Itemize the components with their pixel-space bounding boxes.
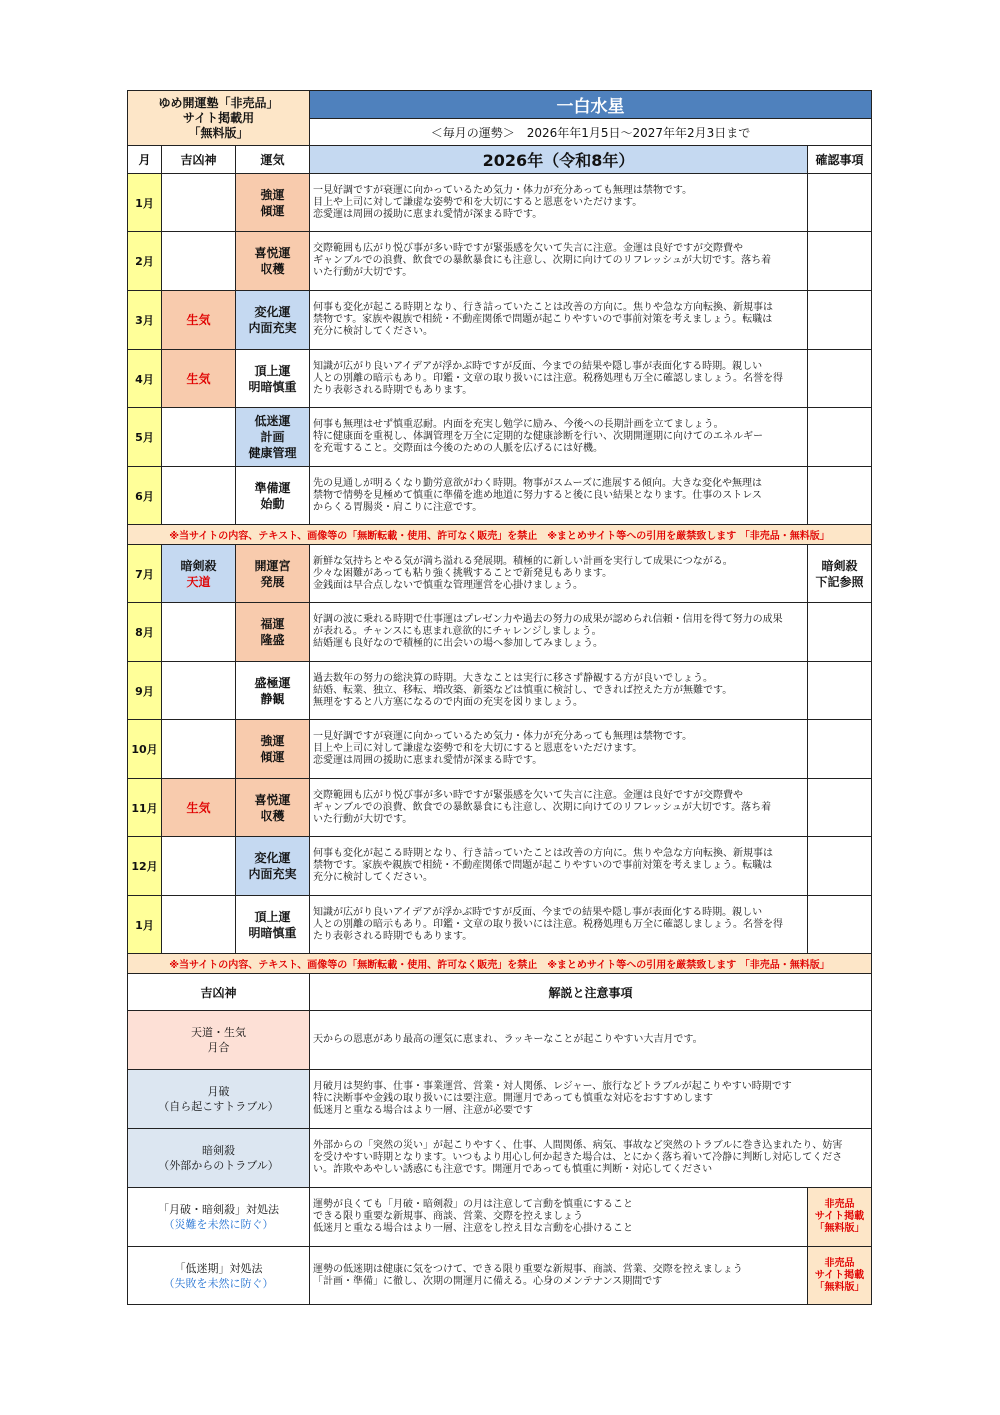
desc-line: 禁物で情勢を見極めて慎重に準備を進め地道に努力すると後に良い結果となります。仕事のストレス	[313, 489, 762, 501]
check-cell	[808, 662, 872, 720]
year-header: 2026年（令和8年）	[310, 146, 808, 174]
month-cell: 5月	[128, 408, 162, 467]
legend-desc	[310, 1129, 872, 1188]
month-cell: 1月	[128, 896, 162, 954]
unki-cell	[236, 545, 310, 603]
month-row	[128, 174, 872, 232]
unki-line: 強運	[260, 187, 285, 202]
legend-desc	[310, 1011, 872, 1070]
legend-name-line: （失敗を未然に防ぐ）	[163, 1276, 274, 1290]
unki-line: 計画	[260, 430, 285, 444]
check-cell	[808, 837, 872, 896]
badge-line: 非売品	[824, 1199, 855, 1210]
desc-line: 何事も変化が起こる時期となり、行き詰っていたことは改善の方向に。焦りや急な方向転換、新規事は	[313, 302, 773, 313]
legend-desc-line: 運勢の低迷期は健康に気をつけて、できる限り重要な新規事、商談、営業、交際を控えましょう	[313, 1263, 743, 1275]
desc-line: 一見好調ですが衰運に向かっているため気力・体力が充分あっても無理は禁物です。	[313, 731, 693, 742]
desc-cell	[310, 779, 808, 837]
unki-cell	[236, 232, 310, 291]
legend-desc	[310, 1247, 808, 1305]
unki-cell	[236, 837, 310, 896]
kichi-cell	[162, 896, 236, 954]
legend-desc-line: を受けやすい時期となります。いつもより用心し何か起きた場合は、とにかく落ち着いて冷静に判断し対応してくださ	[313, 1152, 843, 1163]
desc-cell	[310, 896, 808, 954]
unki-line: 明暗慎重	[248, 925, 297, 940]
check-cell	[808, 408, 872, 467]
month-row	[128, 467, 872, 525]
month-cell: 2月	[128, 232, 162, 291]
desc-line: 交際範囲も広がり悦び事が多い時ですが緊張感を欠いて失言に注意。金運は良好ですが交際費や	[313, 243, 743, 254]
month-cell: 12月	[128, 837, 162, 896]
unki-cell	[236, 662, 310, 720]
legend-name	[128, 1247, 310, 1305]
unki-line: 頂上運	[254, 363, 291, 378]
kichi-cell	[162, 174, 236, 232]
desc-line: 知識が広がり良いアイデアが浮かぶ時ですが反面、今までの結果や隠し事が表面化する時期。親しい	[313, 906, 763, 918]
desc-line: 人との別離の暗示もあり。印鑑・文章の取り扱いには注意。税務処理も万全に確認しましょう。名誉を得	[313, 918, 783, 930]
legend-desc-line: 低迷月と重なる場合はより一層、注意が必要です	[313, 1105, 533, 1116]
legend-name-line: 「低迷期」対処法	[174, 1261, 263, 1275]
legend-desc-line: 月破月は契約事、仕事・事業運営、営業・対人関係、レジャー、旅行などトラブルが起こりやすい時期です	[313, 1081, 792, 1092]
legend-desc	[310, 1188, 808, 1247]
unki-line: 低迷運	[254, 414, 291, 428]
unki-line: 喜悦運	[254, 792, 291, 807]
desc-line: 何事も無理はせず慎重忍耐。内面を充実し勉学に励み、今後への長期計画を立てましょう。	[313, 419, 724, 430]
desc-line: 金銭面は早合点しないで慎重な管理運営を心掛けましょう。	[313, 579, 583, 591]
unki-line: 傾運	[260, 750, 285, 764]
month-row	[128, 291, 872, 350]
col-header-check: 確認事項	[808, 146, 872, 174]
desc-line: ギャンブルでの浪費、飲食での暴飲暴食にも注意し、次期に向けてのリフレッシュが大切です。落ち着	[313, 801, 772, 813]
col-header-month: 月	[128, 146, 162, 174]
unki-cell	[236, 779, 310, 837]
unki-cell	[236, 174, 310, 232]
legend-desc-line: 特に決断事や金銭の取り扱いには要注意。開運月であっても慎重な対応をおすすめします	[313, 1093, 713, 1104]
desc-cell	[310, 837, 808, 896]
badge-line: 非売品	[824, 1257, 855, 1269]
legend-header-kichi: 吉凶神	[128, 974, 310, 1011]
unki-line: 内面充実	[248, 321, 297, 335]
legend-name	[128, 1070, 310, 1129]
unki-cell	[236, 603, 310, 662]
legend-name-line: 天道・生気	[191, 1026, 246, 1039]
desc-line: 過去数年の努力の総決算の時期。大きなことは実行に移さず静観する方が良いでしょう。	[313, 672, 713, 684]
desc-line: 充分に検討してください。	[313, 326, 433, 337]
month-row	[128, 779, 872, 837]
desc-line: 特に健康面を重視し、体調管理を万全に定期的な健康診断を行い、次期開運期に向けてのエネルギー	[313, 431, 763, 442]
legend-desc	[310, 1070, 872, 1129]
desc-line: 結婚運も良好なので積極的に出会いの場へ参加してみましょう。	[313, 638, 603, 649]
desc-line: いた行動が大切です。	[313, 267, 413, 278]
legend-name	[128, 1011, 310, 1070]
month-cell: 6月	[128, 467, 162, 525]
col-header-unki: 運気	[236, 146, 310, 174]
kichi-line: 暗剣殺	[180, 558, 217, 573]
month-row	[128, 232, 872, 291]
badge-line: 「無料版」	[814, 1223, 865, 1234]
legend-row	[128, 1188, 872, 1247]
desc-line: 何事も変化が起こる時期となり、行き詰っていたことは改善の方向に。焦りや急な方向転換、新規事は	[313, 848, 773, 859]
unki-cell	[236, 408, 310, 467]
copyright-warning: ※当サイトの内容、テキスト、画像等の「無断転載・使用、許可なく販売」を禁止 ※まとめサイト等への引用を厳禁致します 「非売品・無料版」	[128, 954, 872, 974]
legend-name-line: （外部からのトラブル）	[158, 1159, 279, 1172]
desc-line: からくる胃腸炎・肩こりに注意です。	[313, 501, 483, 513]
copyright-warning: ※当サイトの内容、テキスト、画像等の「無断転載・使用、許可なく販売」を禁止 ※まとめサイト等への引用を厳禁致します 「非売品・無料版」	[128, 525, 872, 545]
desc-line: 少々な困難があっても粘り強く挑戦することで新発見もあります。	[313, 567, 613, 579]
check-cell	[808, 350, 872, 408]
legend-row	[128, 1070, 872, 1129]
desc-line: 新鮮な気持ちとやる気が満ち溢れる発展期。積極的に新しい計画を実行して成果につながる。	[313, 555, 733, 567]
desc-cell	[310, 174, 808, 232]
desc-line: 禁物です。家族や親族で相続・不動産関係で問題が起こりやすいので事前対策を考えましょう。転職は	[313, 860, 773, 871]
unki-line: 開運宮	[254, 558, 291, 573]
legend-name	[128, 1188, 310, 1247]
unki-line: 隆盛	[260, 633, 285, 647]
unki-line: 準備運	[254, 480, 291, 495]
desc-cell	[310, 662, 808, 720]
unki-line: 強運	[260, 734, 285, 748]
legend-row	[128, 1247, 872, 1305]
header-left-label	[128, 91, 310, 146]
header-left-line: 「無料版」	[188, 125, 249, 140]
month-row	[128, 545, 872, 603]
month-row	[128, 837, 872, 896]
check-cell	[808, 232, 872, 291]
unki-line: 発展	[260, 574, 285, 589]
desc-line: いた行動が大切です。	[313, 813, 413, 825]
unki-line: 健康管理	[248, 446, 297, 460]
unki-line: 変化運	[254, 851, 291, 865]
legend-desc-line: 低迷月と重なる場合はより一層、注意をし控え目な言動を心掛けること	[313, 1223, 633, 1234]
badge-line: 「無料版」	[814, 1281, 865, 1293]
legend-name	[128, 1129, 310, 1188]
badge-line: サイト掲載	[814, 1211, 865, 1222]
desc-line: 充分に検討してください。	[313, 872, 433, 883]
check-cell	[808, 174, 872, 232]
page-subtitle: ＜毎月の運勢＞ 2026年年1月5日～2027年年2月3日まで	[310, 119, 872, 146]
unki-line: 内面充実	[248, 867, 297, 881]
month-cell: 8月	[128, 603, 162, 662]
desc-line: 無理をすると八方塞になるので内面の充実を図りましょう。	[313, 696, 583, 708]
kichi-cell	[162, 662, 236, 720]
month-cell: 11月	[128, 779, 162, 837]
desc-line: たり表彰される時期でもあります。	[313, 930, 473, 942]
badge-line: サイト掲載	[814, 1269, 865, 1281]
kichi-cell: 生気	[162, 291, 236, 350]
check-cell	[808, 467, 872, 525]
kichi-cell	[162, 837, 236, 896]
legend-name-line: 月合	[207, 1041, 230, 1054]
desc-line: 人との別離の暗示もあり。印鑑・文章の取り扱いには注意。税務処理も万全に確認しましょう。名誉を得	[313, 372, 783, 384]
desc-line: 禁物です。家族や親族で相続・不動産関係で問題が起こりやすいので事前対策を考えましょう。転職は	[313, 314, 773, 325]
header-left-line: ゆめ開運塾「非売品」	[158, 95, 279, 110]
kichi-cell	[162, 545, 236, 603]
month-cell: 3月	[128, 291, 162, 350]
kichi-cell	[162, 467, 236, 525]
check-cell	[808, 779, 872, 837]
month-row	[128, 896, 872, 954]
desc-line: 一見好調ですが衰運に向かっているため気力・体力が充分あっても無理は禁物です。	[313, 184, 693, 196]
fortune-sheet	[127, 90, 871, 1305]
legend-row	[128, 1129, 872, 1188]
kichi-cell: 生気	[162, 779, 236, 837]
desc-line: 好調の波に乗れる時期で仕事運はプレゼン力や過去の努力の成果が認められ信頼・信用を得て努力の成果	[313, 614, 783, 625]
desc-line: 恋愛運は周囲の援助に恵まれ愛情が深まる時です。	[313, 755, 543, 766]
desc-cell	[310, 720, 808, 779]
desc-line: ギャンブルでの浪費、飲食での暴飲暴食にも注意し、次期に向けてのリフレッシュが大切です。落ち着	[313, 255, 772, 266]
desc-line: 交際範囲も広がり悦び事が多い時ですが緊張感を欠いて失言に注意。金運は良好ですが交際費や	[313, 789, 743, 801]
legend-name-line: 「月破・暗剣殺」対処法	[158, 1203, 279, 1216]
legend-desc-line: 外部からの「突然の災い」が起こりやすく、仕事、人間関係、病気、事故など突然のトラブルに巻き込まれたり、妨害	[313, 1140, 843, 1151]
legend-desc-line: 「計画・準備」に徹し、次期の開運月に備える。心身のメンテナンス期間です	[313, 1275, 663, 1287]
month-row	[128, 408, 872, 467]
desc-cell	[310, 603, 808, 662]
month-cell: 7月	[128, 545, 162, 603]
unki-line: 静観	[260, 691, 285, 706]
desc-line: を充電すること。交際面は今後のための人脈を広げるには好機。	[313, 443, 603, 454]
kichi-cell: 生気	[162, 350, 236, 408]
legend-desc-line: 天からの恩恵があり最高の運気に恵まれ、ラッキーなことが起こりやすい大吉月です。	[313, 1034, 703, 1045]
unki-cell	[236, 720, 310, 779]
desc-line: 目上や上司に対して謙虚な姿勢で和を大切にすると恩恵をいただけます。	[313, 743, 643, 754]
unki-line: 収穫	[260, 808, 285, 823]
check-line: 下記参照	[815, 574, 864, 589]
unki-line: 頂上運	[254, 909, 291, 924]
desc-cell	[310, 291, 808, 350]
desc-cell	[310, 232, 808, 291]
unki-cell	[236, 291, 310, 350]
unki-cell	[236, 350, 310, 408]
legend-row	[128, 1011, 872, 1070]
kichi-line: 天道	[186, 574, 211, 589]
month-cell: 10月	[128, 720, 162, 779]
unki-line: 変化運	[254, 305, 291, 319]
legend-desc-line: い。詐欺やあやしい誘惑にも注意です。開運月であっても慎重に判断・対応してください	[313, 1164, 713, 1175]
unki-line: 傾運	[260, 203, 285, 218]
check-cell	[808, 291, 872, 350]
check-cell	[808, 720, 872, 779]
legend-desc-line: 運勢が良くても「月破・暗剣殺」の月は注意して言動を慎重にすること	[313, 1199, 633, 1210]
check-cell	[808, 896, 872, 954]
monthly-table	[127, 145, 872, 974]
unki-line: 喜悦運	[254, 246, 291, 260]
unki-line: 始動	[260, 496, 285, 511]
free-edition-badge	[808, 1188, 872, 1247]
legend-name-line: 月破	[207, 1085, 230, 1098]
header-table	[127, 90, 872, 146]
unki-line: 盛極運	[254, 675, 291, 690]
kichi-cell	[162, 232, 236, 291]
unki-line: 収穫	[260, 262, 285, 276]
month-row	[128, 662, 872, 720]
desc-line: が表れる。チャンスにも恵まれ意欲的にチャレンジしましょう。	[313, 626, 602, 637]
unki-line: 明暗慎重	[248, 379, 297, 394]
col-header-kichi: 吉凶神	[162, 146, 236, 174]
month-row	[128, 350, 872, 408]
legend-header-desc: 解説と注意事項	[310, 974, 872, 1011]
unki-cell	[236, 467, 310, 525]
legend-name-line: （災難を未然に防ぐ）	[163, 1218, 274, 1231]
desc-cell	[310, 545, 808, 603]
month-row	[128, 720, 872, 779]
desc-line: 恋愛運は周囲の援助に恵まれ愛情が深まる時です。	[313, 208, 543, 220]
desc-cell	[310, 350, 808, 408]
month-cell: 4月	[128, 350, 162, 408]
check-cell	[808, 603, 872, 662]
check-line: 暗剣殺	[821, 558, 858, 573]
unki-line: 福運	[260, 617, 285, 631]
month-cell: 1月	[128, 174, 162, 232]
legend-name-line: 暗剣殺	[202, 1144, 235, 1157]
desc-line: 先の見通しが明るくなり勤労意欲がわく時期。物事がスムーズに進展する傾向。大きな変化や無理は	[313, 477, 762, 489]
month-row	[128, 603, 872, 662]
legend-table	[127, 973, 872, 1305]
desc-line: 結婚、転業、独立、移転、増改築、新築などは慎重に検討し、できれば控えた方が無難です。	[313, 684, 733, 696]
desc-cell	[310, 408, 808, 467]
kichi-cell	[162, 720, 236, 779]
desc-line: たり表彰される時期でもあります。	[313, 384, 473, 396]
month-cell: 9月	[128, 662, 162, 720]
unki-cell	[236, 896, 310, 954]
legend-name-line: （自ら起こすトラブル）	[158, 1100, 279, 1113]
free-edition-badge	[808, 1247, 872, 1305]
header-left-line: サイト掲載用	[182, 110, 255, 125]
page-title: 一白水星	[310, 91, 872, 119]
desc-line: 目上や上司に対して謙虚な姿勢で和を大切にすると恩恵をいただけます。	[313, 196, 643, 208]
kichi-cell	[162, 408, 236, 467]
desc-cell	[310, 467, 808, 525]
check-cell	[808, 545, 872, 603]
desc-line: 知識が広がり良いアイデアが浮かぶ時ですが反面、今までの結果や隠し事が表面化する時期。親しい	[313, 360, 763, 372]
kichi-cell	[162, 603, 236, 662]
legend-desc-line: できる限り重要な新規事、商談、営業、交際を控えましょう	[313, 1211, 583, 1222]
